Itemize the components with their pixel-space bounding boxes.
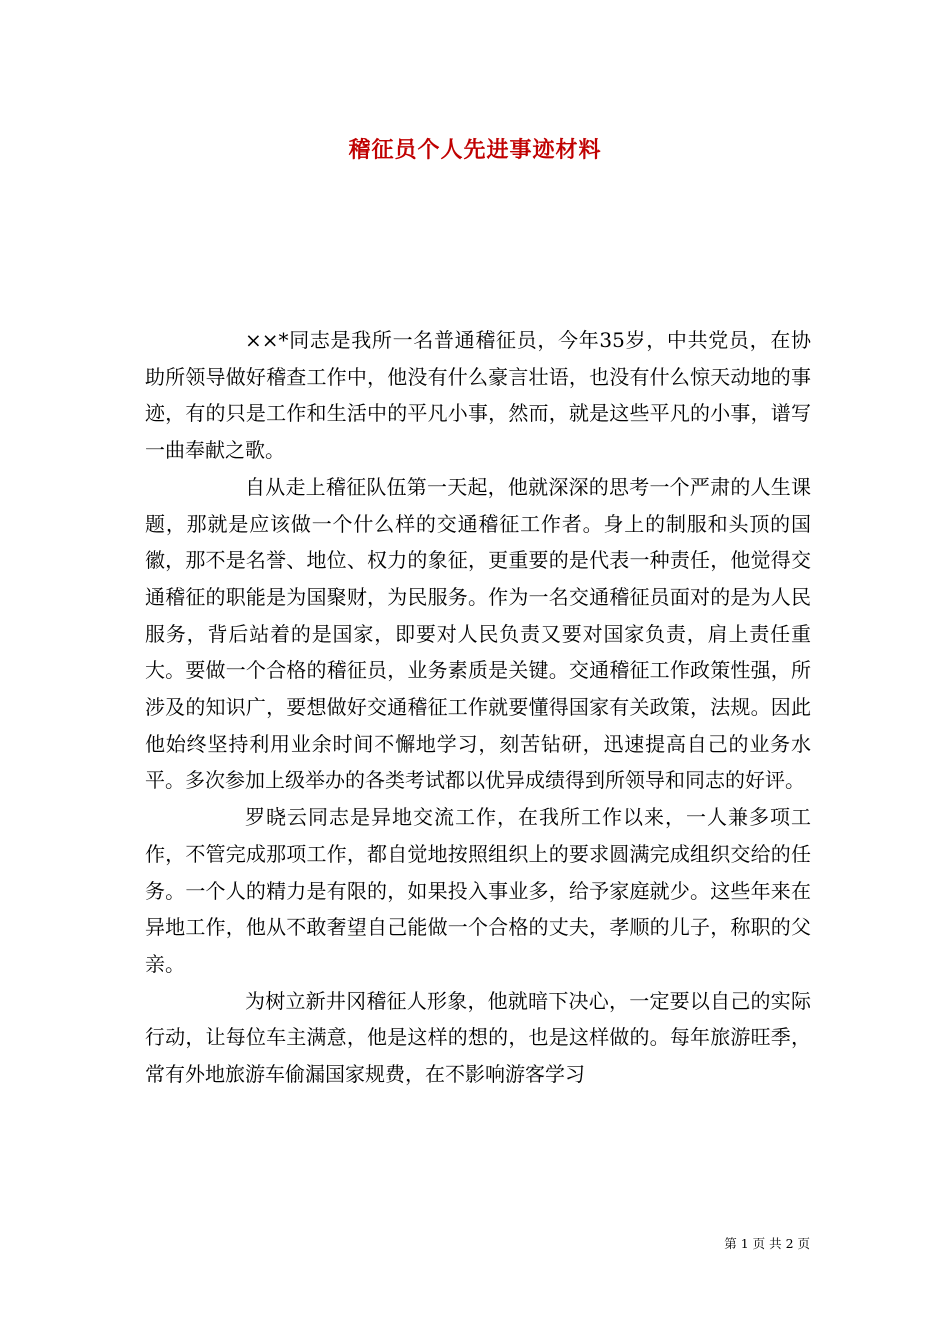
page-number: 第 1 页 共 2 页 [724, 1236, 810, 1251]
document-title: 稽征员个人先进事迹材料 [348, 137, 602, 163]
document-body [145, 322, 811, 1093]
paragraph-4: 为树立新井冈稽征人形象，他就暗下决心，一定要以自己的实际行动，让每位车主满意，他是这样的想的，也是这样做的。每年旅游旺季，常有外地旅游车偷漏国家规费，在不影响游客学习 [145, 988, 811, 1087]
paragraph-2: 自从走上稽征队伍第一天起，他就深深的思考一个严肃的人生课题，那就是应该做一个什么样的交通稽征工作者。身上的制服和头顶的国徽，那不是名誉、地位、权力的象征，更重要的是代表一种责任，他觉得交通稽征的职能是为国聚财，为民服务。作为一名交通稽征员面对的是为人民服务，背后站着的是国家，即要对人民负责又要对国家负责，肩上责任重大。要做一个合格的稽征员，业务素质是关键。交通稽征工作政策性强，所涉及的知识广，要想做好交通稽征工作就要懂得国家有关政策，法规。因此他始终坚持利用业余时间不懈地学习，刻苦钻研，迅速提高自己的业务水平。多次参加上级举办的各类考试都以优异成绩得到所领导和同志的好评。 [145, 474, 811, 793]
paragraph-1: ××*同志是我所一名普通稽征员，今年35岁，中共党员，在协助所领导做好稽查工作中，他没有什么豪言壮语，也没有什么惊天动地的事迹，有的只是工作和生活中的平凡小事，然而，就是这些平凡的小事，谱写一曲奉献之歌。 [145, 328, 811, 463]
paragraph-3: 罗晓云同志是异地交流工作，在我所工作以来，一人兼多项工作，不管完成那项工作，都自觉地按照组织上的要求圆满完成组织交给的任务。一个人的精力是有限的，如果投入事业多，给予家庭就少。这些年来在异地工作，他从不敢奢望自己能做一个合格的丈夫，孝顺的儿子，称职的父亲。 [145, 805, 811, 976]
